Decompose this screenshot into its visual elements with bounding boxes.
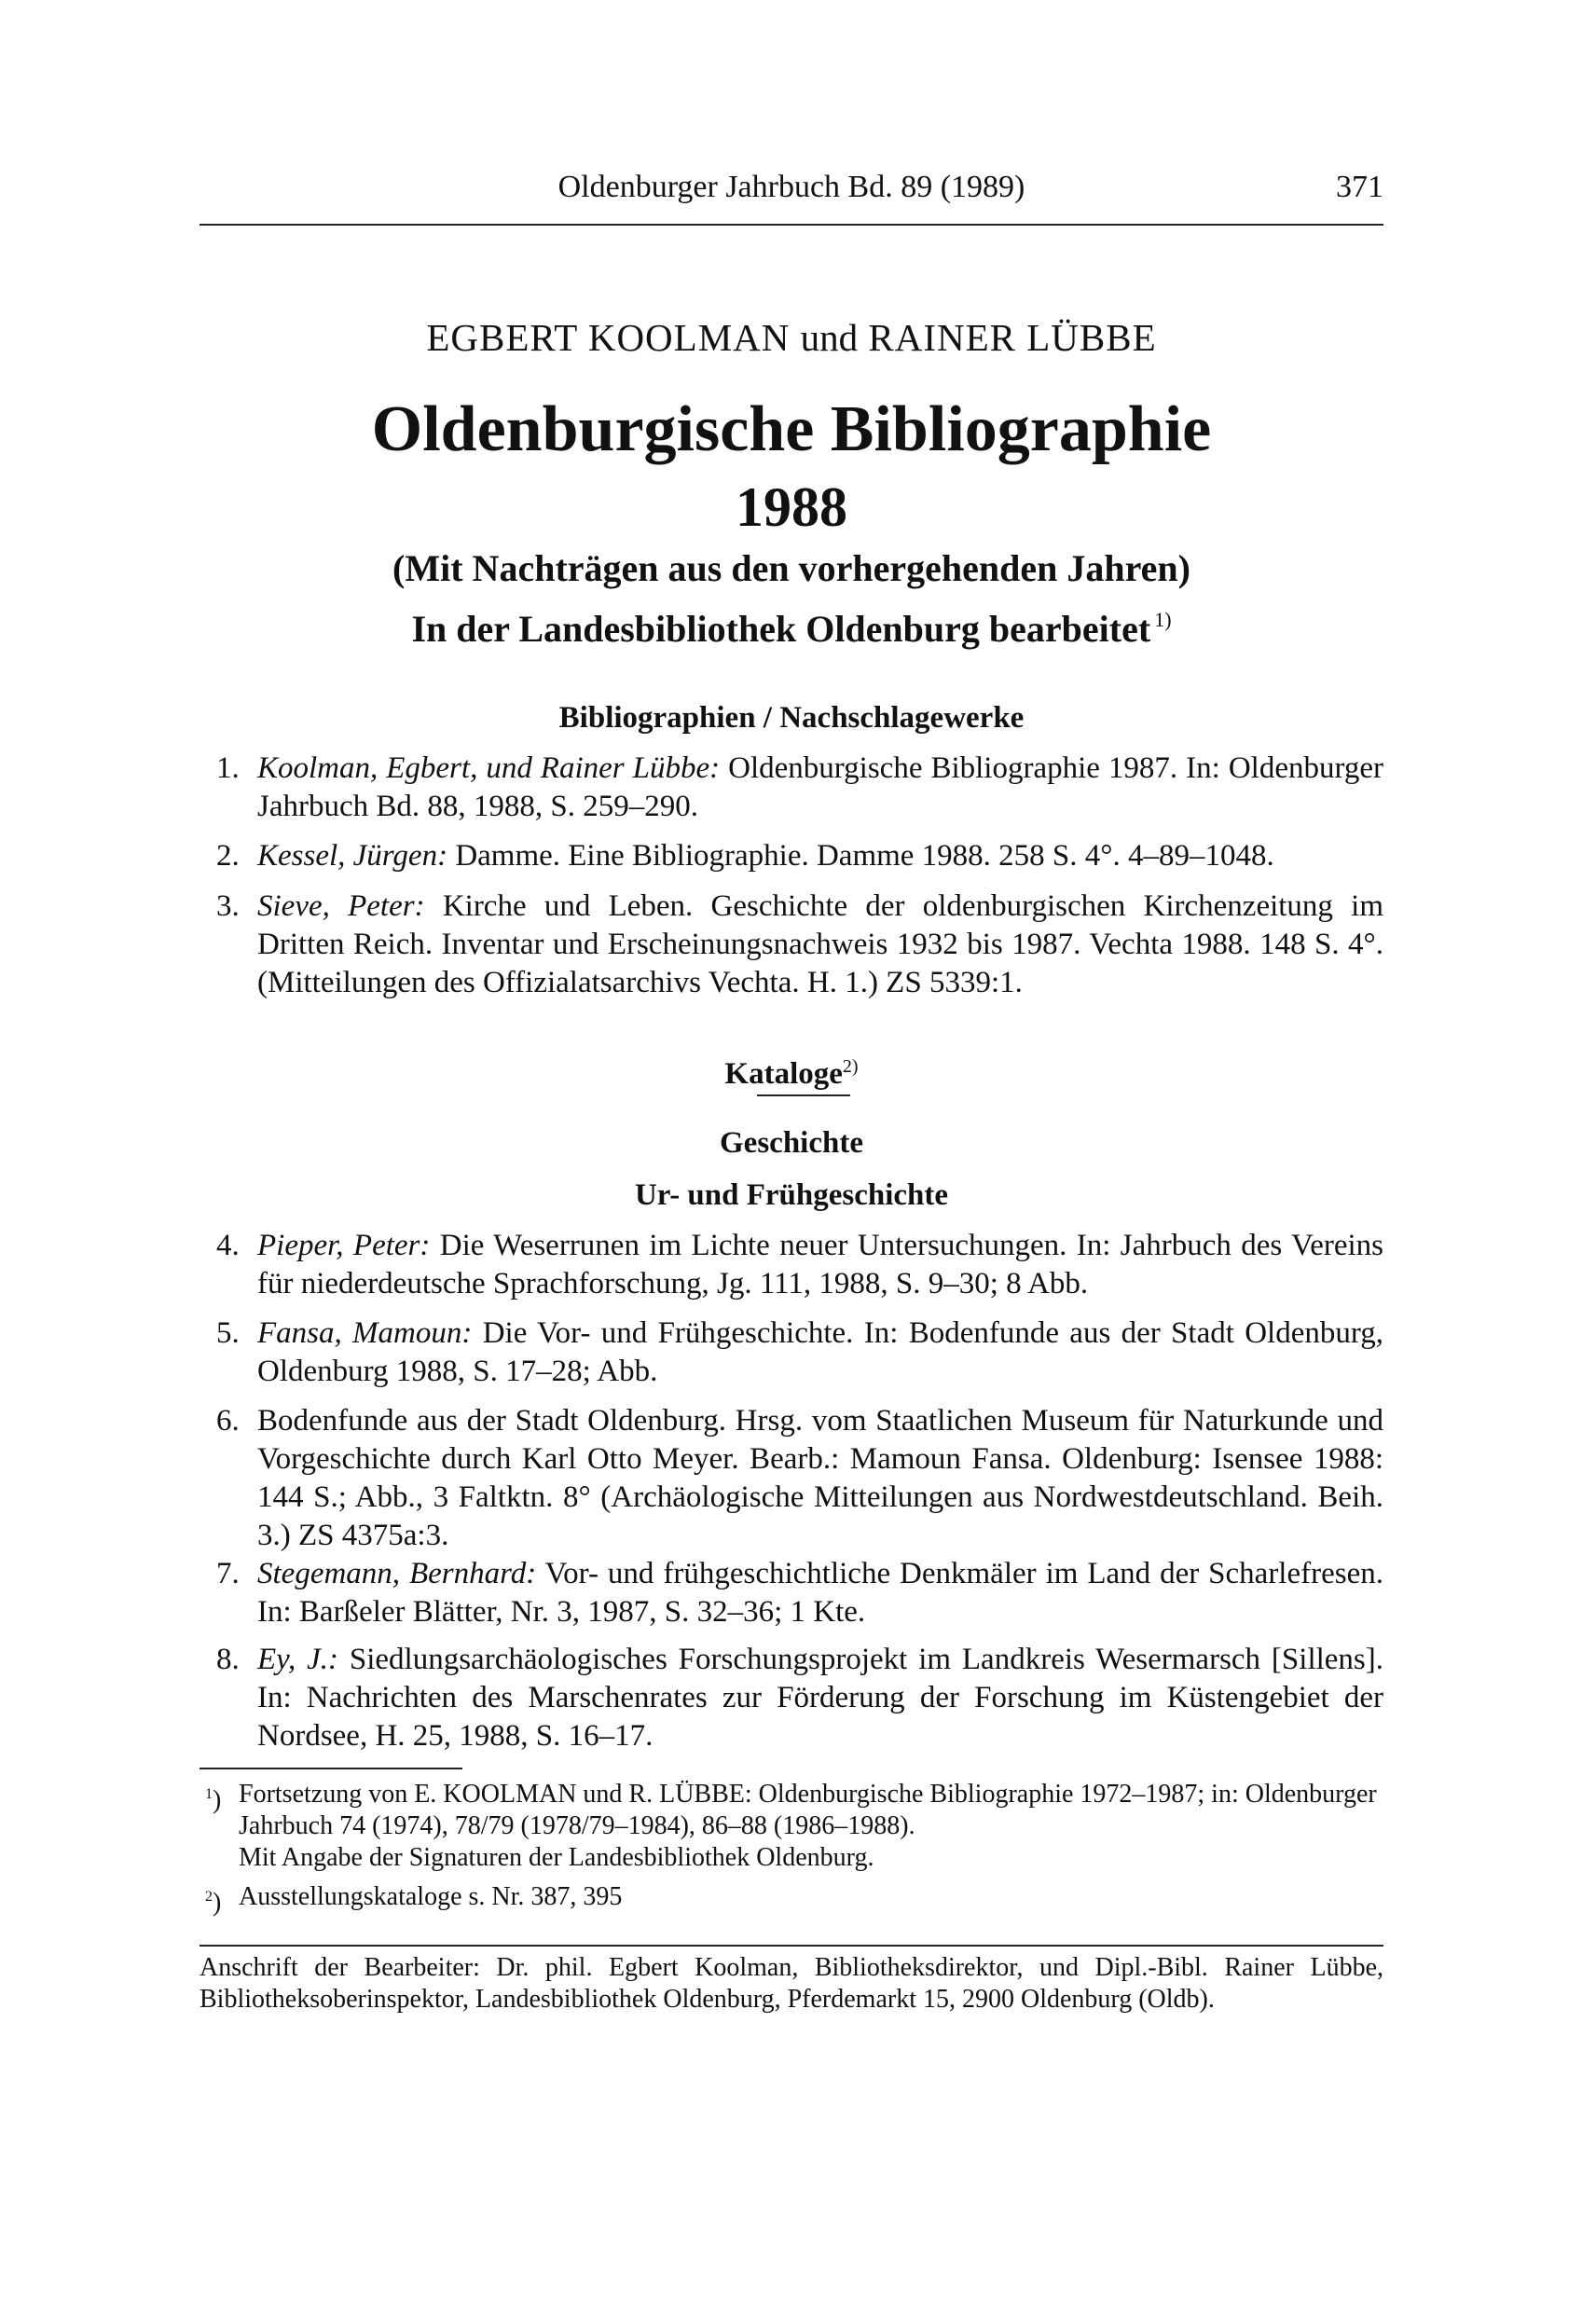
entry-number: 1. — [216, 751, 240, 785]
entry-body — [257, 1314, 1383, 1391]
footnote-ref-1: 1) — [1154, 608, 1172, 631]
bibliography-entry — [200, 837, 1383, 875]
entry-body — [257, 1402, 1383, 1555]
entry-author: Koolman, Egbert, und Rainer Lübbe: — [257, 751, 721, 785]
bibliography-entry — [200, 1641, 1383, 1755]
entry-body — [257, 1227, 1383, 1303]
bibliography-entry — [200, 1555, 1383, 1631]
subtitle-line-1: (Mit Nachträgen aus den vorhergehenden Jahren) — [392, 547, 1190, 589]
entry-number: 2. — [216, 839, 240, 873]
footnote-text-extra: Mit Angabe der Signaturen der Landesbibliothek Oldenburg. — [239, 1843, 874, 1872]
entry-body — [257, 750, 1383, 826]
footnote-mark: $^1$) — [205, 1785, 222, 1815]
entry-author: Ey, J.: — [257, 1643, 338, 1676]
entry-body — [257, 1555, 1383, 1631]
section-heading-kataloge-text: Kataloge — [724, 1057, 843, 1091]
footnote-text: Ausstellungskataloge s. Nr. 387, 395 — [239, 1882, 623, 1911]
entry-author: Kessel, Jürgen: — [257, 839, 448, 873]
entry-number: 7. — [216, 1557, 240, 1590]
entry-text: Die Vor- und Frühgeschichte. In: Bodenfunde aus der Stadt Oldenburg, Oldenburg 1988, S. 17–28; Abb. — [257, 1316, 1383, 1388]
entry-number: 8. — [216, 1643, 240, 1676]
entry-number: 3. — [216, 889, 240, 923]
entry-body — [257, 888, 1383, 1002]
bibliography-entry — [200, 1402, 1383, 1555]
article-title: Oldenburgische Bibliographie — [371, 393, 1212, 465]
entry-number: 4. — [216, 1229, 240, 1262]
footnote-rule — [200, 1768, 462, 1769]
entry-text: Oldenburgische Bibliographie 1987. In: Oldenburger Jahrbuch Bd. 88, 1988, S. 259–290. — [257, 751, 1384, 823]
footnote-mark: $^2$) — [205, 1888, 222, 1918]
author-conjunction: und — [800, 316, 859, 359]
entry-text: Vor- und frühgeschichtliche Denkmäler im Land der Scharlefresen. In: Barßeler Blätter, Nr. 3, 1987, S. 32–36; 1 Kte. — [257, 1557, 1383, 1629]
entry-author: Stegemann, Bernhard: — [257, 1557, 537, 1590]
running-title: Oldenburger Jahrbuch Bd. 89 (1989) — [557, 170, 1025, 204]
entry-number: 5. — [216, 1316, 240, 1350]
subtitle-line-2-text: In der Landesbibliothek Oldenburg bearbeitet — [411, 608, 1151, 650]
entry-text: Bodenfunde aus der Stadt Oldenburg. Hrsg. vom Staatlichen Museum für Naturkunde und Vorgeschichte durch Karl Otto Meyer. Bearb.: Mamoun Fansa. Oldenburg: Isensee 1988: 144 S.; Abb., 3 Faltktn. 8° (Archäologische Mitteilungen aus Nordwestdeutschland. Beih. 3.) ZS 4375a:3. — [257, 1404, 1383, 1552]
editor-address: Anschrift der Bearbeiter: Dr. phil. Egbert Koolman, Bibliotheksdirektor, und Dipl.-Bibl. Rainer Lübbe, Bibliotheksoberinspektor, Landesbibliothek Oldenburg, Pferdemarkt 15, 2900 Oldenburg (Oldb). — [200, 1953, 1383, 2014]
section-divider — [757, 1094, 850, 1096]
entry-author: Sieve, Peter: — [257, 889, 425, 923]
section-heading-geschichte: Geschichte — [720, 1126, 863, 1160]
page-number: 371 — [1336, 170, 1383, 204]
footnote-text-main: Fortsetzung von E. KOOLMAN und R. LÜBBE: Oldenburgische Bibliographie 1972–1987; in: Oldenburger Jahrbuch 74 (1974), 78/79 (1978/79–1984), 86–88 (1986–1988). — [239, 1780, 1377, 1840]
entry-text: Damme. Eine Bibliographie. Damme 1988. 258 S. 4°. 4–89–1048. — [455, 839, 1274, 873]
bibliography-entry — [200, 1314, 1383, 1391]
entry-author: Pieper, Peter: — [257, 1229, 431, 1262]
article-authors — [200, 315, 1383, 360]
entry-body — [257, 837, 1383, 875]
header-rule — [200, 224, 1383, 226]
author-koolman: EGBERT KOOLMAN — [426, 316, 791, 359]
section-heading-ur-fruehgeschichte: Ur- und Frühgeschichte — [634, 1178, 949, 1212]
footnote-mark-number: 2 — [205, 1889, 213, 1905]
section-heading-kataloge — [200, 1048, 1383, 1093]
entry-text: Die Weserrunen im Lichte neuer Untersuchungen. In: Jahrbuch des Vereins für niederdeutsche Sprachforschung, Jg. 111, 1988, S. 9–30; 8 Abb. — [257, 1229, 1383, 1300]
entry-text: Siedlungsarchäologisches Forschungsprojekt im Landkreis Wesermarsch [Sillens]. In: Nachrichten des Marschenrates zur Förderung der Forschung im Küstengebiet der Nordsee, H. 25, 1988, S. 16–17. — [257, 1643, 1384, 1753]
bibliography-entry — [200, 750, 1383, 826]
section-heading-bibliographien: Bibliographien / Nachschlagewerke — [558, 701, 1025, 735]
article-year: 1988 — [736, 476, 847, 538]
author-luebbe: RAINER LÜBBE — [868, 316, 1157, 359]
entry-number: 6. — [216, 1404, 240, 1438]
entry-author: Fansa, Mamoun: — [257, 1316, 473, 1350]
entry-body — [257, 1641, 1383, 1755]
bibliography-entry — [200, 888, 1383, 1002]
address-rule — [200, 1945, 1383, 1947]
running-head — [200, 170, 1383, 214]
footnote — [200, 1779, 1383, 1874]
entry-text: Kirche und Leben. Geschichte der oldenburgischen Kirchenzeitung im Dritten Reich. Inventar und Erscheinungsnachweis 1932 bis 1987. Vechta 1988. 148 S. 4°. (Mitteilungen des Offizialatsarchivs Vechta. H. 1.) ZS 5339:1. — [257, 889, 1384, 999]
subtitle-line-2 — [200, 597, 1383, 653]
footnote — [200, 1881, 1383, 1918]
footnote-mark-number: 1 — [205, 1786, 213, 1802]
bibliography-entry — [200, 1227, 1383, 1303]
footnote-ref-2: 2) — [842, 1056, 859, 1077]
footnote-text — [239, 1779, 1383, 1874]
